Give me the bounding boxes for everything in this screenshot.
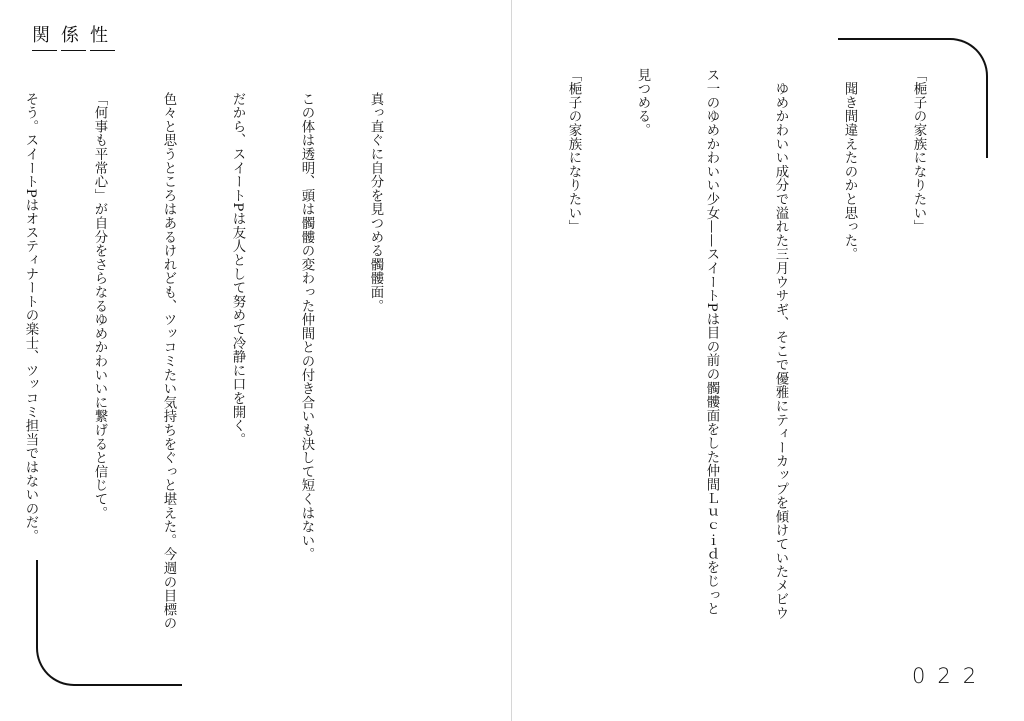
title-char: 性 [90,26,115,51]
title-char: 係 [61,26,86,51]
text-line: 聞き間違えたのかと思った。 [842,68,857,262]
text-line: 真っ直ぐに自分を見つめる髑髏面。 [368,92,383,313]
text-line: 色々と思うところはあるけれども、ツッコミたい気持ちをぐっと堪えた。今週の目標の [161,92,176,631]
text-line: この体は透明、頭は髑髏の変わった仲間との付き合いも決して短くはない。 [299,92,314,562]
text-line: そう。スイートPはオスティナートの楽士、ツッコミ担当ではないのだ。 [23,92,38,544]
text-line: 「梔子の家族になりたい」 [911,68,926,234]
title-char: 関 [32,26,57,51]
text-line: ゆめかわいい成分で溢れた三月ウサギ、そこで優雅にティーカップを傾けていたメビウ [773,68,788,620]
page-number: 022 [912,664,989,688]
text-line: 「何事も平常心」が自分をさらなるゆめかわいいに繋げると信じて。 [92,92,107,520]
text-line: 「梔子の家族になりたい」 [566,68,581,234]
section-title [32,26,115,51]
right-body-text [536,68,976,668]
decorative-corner-frame [36,560,182,686]
decorative-corner-frame [838,38,988,158]
text-line: だから、スイートPは友人として努めて冷静に口を開く。 [230,92,245,447]
text-line: 見つめる。 [635,68,650,137]
text-line: ス一のゆめかわいい少女——スイートPは目の前の髑髏面をした仲間Ｌｕｃｉｄをじっと [704,68,719,616]
